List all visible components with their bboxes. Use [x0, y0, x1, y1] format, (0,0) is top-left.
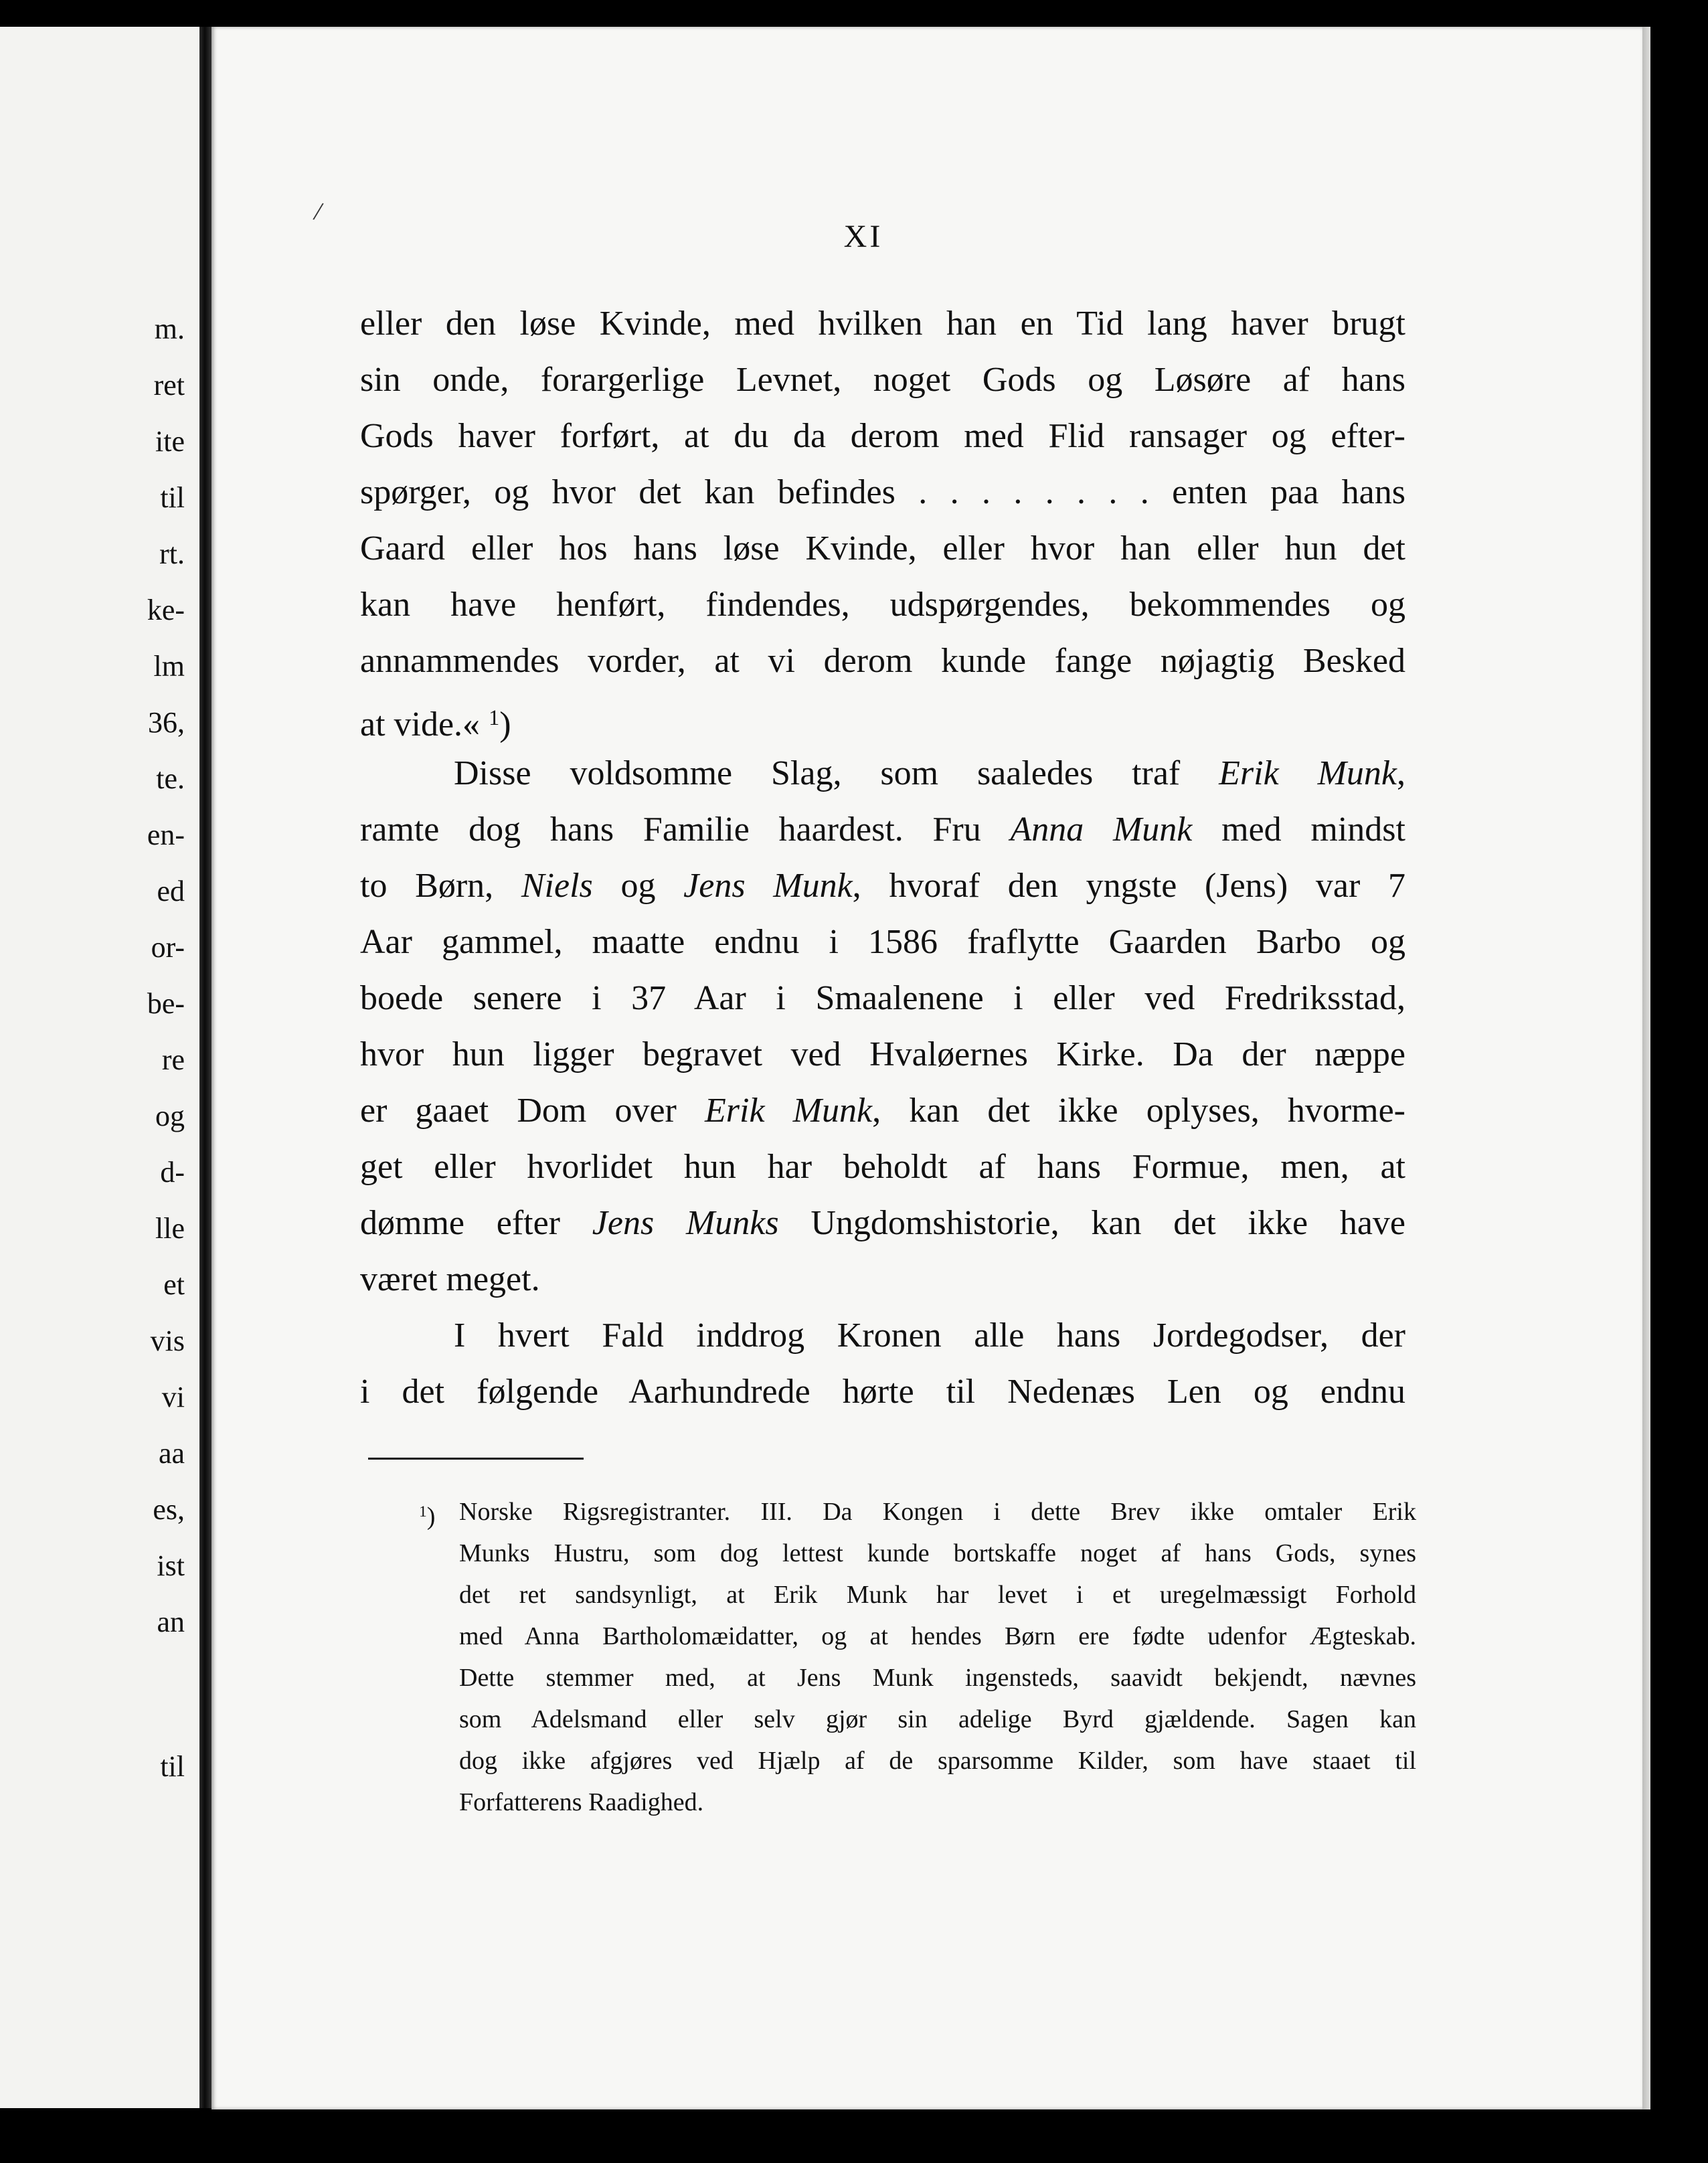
footnote-reference-close: ) [499, 705, 511, 744]
body-line: Aar gammel, maatte endnu i 1586 fraflytte Gaarden Barbo og [360, 923, 1405, 961]
left-page-fragment: og [155, 1100, 185, 1132]
left-page-fragment: te. [156, 762, 185, 795]
body-line: sin onde, forargerlige Levnet, noget Gods og Løsøre af hans [360, 361, 1405, 399]
body-line: i det følgende Aarhundrede hørte til Nedenæs Len og endnu [360, 1373, 1405, 1411]
left-page-fragment: ist [157, 1549, 185, 1582]
text-run: ramte dog hans Familie haardest. Fru [360, 810, 1011, 849]
left-page-fragment: ret [153, 369, 185, 402]
left-page-fragment: ite [155, 425, 185, 458]
body-line: Gaard eller hos hans løse Kvinde, eller hvor han eller hun det [360, 529, 1405, 568]
name-italic: Erik Munk [1219, 754, 1397, 792]
page-edge [1642, 27, 1650, 2109]
left-page-fragment: be- [147, 987, 185, 1020]
left-page-fragment: vi [161, 1381, 185, 1413]
left-page-fragment: 36, [148, 706, 185, 739]
footnote-line: som Adelsmand eller selv gjør sin adelige Byrd gjældende. Sagen kan [459, 1705, 1416, 1733]
body-line: eller den løse Kvinde, med hvilken han en Tid lang haver brugt [360, 305, 1405, 343]
body-line [360, 1091, 1405, 1131]
text-run: dømme efter [360, 1204, 592, 1242]
body-line [360, 1203, 1405, 1243]
page-number: XI [843, 219, 883, 254]
body-line: spørger, og hvor det kan befindes . . . . . . . . enten paa hans [360, 473, 1405, 511]
left-page-fragment: re [161, 1043, 185, 1076]
body-line: boede senere i 37 Aar i Smaalenene i eller ved Fredriksstad, [360, 979, 1405, 1017]
footnote-line: dog ikke afgjøres ved Hjælp af de sparsomme Kilder, som have staaet til [459, 1747, 1416, 1775]
paragraph-start [454, 754, 1405, 794]
body-line: Gods haver forført, at du da derom med Flid ransager og efter- [360, 417, 1405, 455]
previous-page [0, 27, 203, 2108]
left-page-fragment: aa [158, 1437, 185, 1470]
footnote-line: Forfatterens Raadighed. [459, 1788, 704, 1816]
text-run: Ungdomshistorie, kan det ikke have [778, 1204, 1405, 1242]
name-italic: Anna Munk [1010, 810, 1193, 849]
name-italic: Jens Munk [683, 867, 853, 905]
left-page-fragment: ke- [147, 594, 185, 626]
name-italic: Erik Munk [705, 1092, 873, 1130]
left-page-fragment: d- [160, 1156, 185, 1189]
footnote-number: 1 [419, 1503, 427, 1521]
text-run: , [1396, 754, 1405, 792]
left-page-fragment: et [163, 1268, 185, 1301]
text-run: er gaaet Dom over [360, 1092, 705, 1130]
left-page-fragment: an [157, 1606, 185, 1638]
text-run: , hvoraf den yngste (Jens) var 7 [852, 867, 1406, 905]
body-line [360, 810, 1405, 850]
book-gutter [199, 27, 213, 2108]
body-line [360, 697, 511, 745]
footnote-divider [368, 1458, 584, 1460]
left-page-fragment: ed [157, 875, 185, 907]
text-run: to Børn, [360, 867, 521, 905]
left-page-fragment: lle [155, 1212, 185, 1245]
text-run: og [592, 867, 684, 905]
body-line: get eller hvorlidet hun har beholdt af hans Formue, men, at [360, 1148, 1405, 1186]
footnote-line: Dette stemmer med, at Jens Munk ingensteds, saavidt bekjendt, nævnes [459, 1664, 1416, 1692]
left-page-fragment: til [160, 1750, 185, 1783]
left-page-fragment: vis [150, 1324, 185, 1357]
body-line: kan have henført, findendes, udspørgendes, bekommendes og [360, 586, 1405, 624]
left-page-fragment: rt. [159, 537, 185, 570]
left-page-fragment: lm [153, 650, 185, 683]
left-page-fragment: m. [154, 313, 185, 345]
left-page-fragment: en- [147, 818, 185, 851]
footnote-line: Munks Hustru, som dog lettest kunde bortskaffe noget af hans Gods, synes [459, 1539, 1416, 1567]
footnote-line: det ret sandsynligt, at Erik Munk har levet i et uregelmæssigt Forhold [459, 1581, 1416, 1609]
paragraph-start: I hvert Fald inddrog Kronen alle hans Jordegodser, der [454, 1316, 1405, 1355]
text-run: med mindst [1192, 810, 1405, 849]
left-page-fragment: es, [153, 1493, 185, 1526]
text-run: Disse voldsomme Slag, som saaledes traf [454, 754, 1219, 792]
body-line: annammendes vorder, at vi derom kunde fange nøjagtig Besked [360, 642, 1405, 680]
name-italic: Niels [521, 867, 593, 905]
pencil-mark: / [311, 195, 325, 227]
quote-end: at vide.« [360, 705, 489, 744]
body-line: hvor hun ligger begravet ved Hvaløernes Kirke. Da der næppe [360, 1035, 1405, 1073]
footnote-line: Norske Rigsregistranter. III. Da Kongen i dette Brev ikke omtaler Erik [459, 1498, 1416, 1526]
text-run: , kan det ikke oplyses, hvorme- [872, 1092, 1405, 1130]
name-italic: Jens Munks [592, 1204, 779, 1242]
footnote-marker-close: ) [426, 1502, 436, 1531]
footnote-reference: 1 [489, 705, 500, 729]
left-page-fragment: or- [151, 931, 185, 964]
body-line: været meget. [360, 1260, 540, 1298]
footnote-line: med Anna Bartholomæidatter, og at hendes Børn ere fødte udenfor Ægteskab. [459, 1622, 1416, 1650]
footnote-marker [419, 1496, 435, 1532]
left-page-fragment: til [160, 481, 185, 514]
body-line [360, 866, 1405, 906]
